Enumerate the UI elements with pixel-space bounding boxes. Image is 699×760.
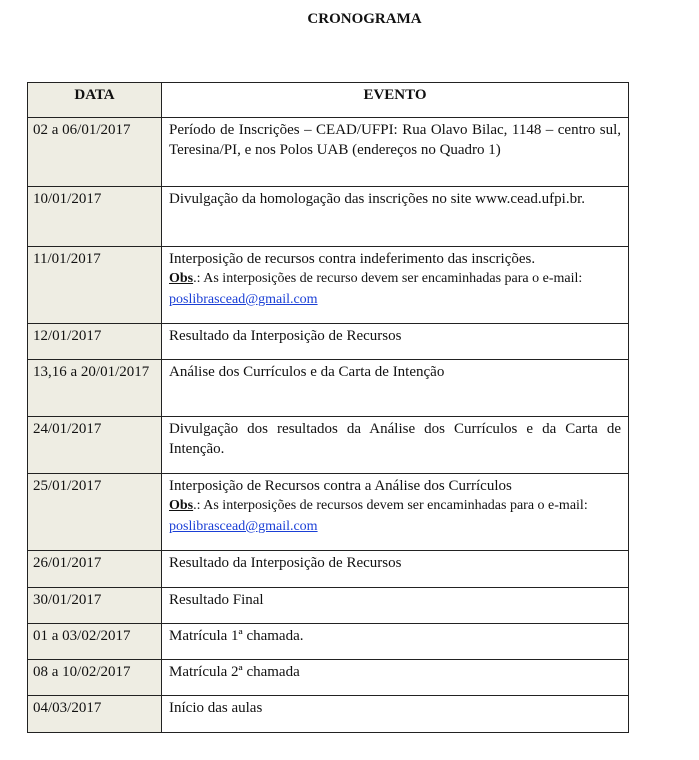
table-row xyxy=(28,247,629,324)
table-row xyxy=(28,417,629,474)
row-event xyxy=(162,417,629,474)
event-text: Resultado Final xyxy=(169,592,264,608)
table-row xyxy=(28,588,629,624)
header-date: DATA xyxy=(28,83,162,118)
row-date: 30/01/2017 xyxy=(28,588,162,624)
email-link[interactable]: poslibrascead@gmail.com xyxy=(169,292,318,307)
row-date: 13,16 a 20/01/2017 xyxy=(28,360,162,417)
row-event xyxy=(162,118,629,187)
table-row xyxy=(28,660,629,696)
row-event xyxy=(162,588,629,624)
row-event xyxy=(162,624,629,660)
table-row xyxy=(28,324,629,360)
event-text: Matrícula 1ª chamada. xyxy=(169,628,304,644)
obs-label: Obs xyxy=(169,498,194,513)
row-event xyxy=(162,324,629,360)
event-text: Interposição de recursos contra indeferimento das inscrições. xyxy=(169,251,536,267)
obs-note xyxy=(169,269,621,289)
row-date: 26/01/2017 xyxy=(28,551,162,588)
event-text: Resultado da Interposição de Recursos xyxy=(169,328,402,344)
header-event: EVENTO xyxy=(162,83,629,118)
table-row xyxy=(28,624,629,660)
event-text: Matrícula 2ª chamada xyxy=(169,664,300,680)
row-event xyxy=(162,360,629,417)
row-date: 02 a 06/01/2017 xyxy=(28,118,162,187)
row-event xyxy=(162,660,629,696)
row-event xyxy=(162,247,629,324)
row-date: 01 a 03/02/2017 xyxy=(28,624,162,660)
row-date: 08 a 10/02/2017 xyxy=(28,660,162,696)
table-row xyxy=(28,360,629,417)
event-text: Interposição de Recursos contra a Análise dos Currículos xyxy=(169,478,512,494)
event-text: Período de Inscrições – CEAD/UFPI: Rua Olavo Bilac, 1148 – centro sul, Teresina/PI, e nos Polos UAB (endereços no Quadro 1) xyxy=(169,122,621,158)
row-date: 12/01/2017 xyxy=(28,324,162,360)
event-text: Divulgação dos resultados da Análise dos Currículos e da Carta de Intenção. xyxy=(169,421,621,457)
table-row xyxy=(28,551,629,588)
row-date: 10/01/2017 xyxy=(28,187,162,247)
event-text: Divulgação da homologação das inscrições no site www.cead.ufpi.br. xyxy=(169,191,585,207)
table-row xyxy=(28,187,629,247)
obs-label: Obs xyxy=(169,271,194,286)
row-date: 11/01/2017 xyxy=(28,247,162,324)
row-date: 24/01/2017 xyxy=(28,417,162,474)
row-event xyxy=(162,474,629,551)
table-header-row xyxy=(28,83,629,118)
document-title: CRONOGRAMA xyxy=(307,11,422,27)
row-event xyxy=(162,551,629,588)
row-event xyxy=(162,696,629,733)
event-text: Resultado da Interposição de Recursos xyxy=(169,555,402,571)
table-row xyxy=(28,696,629,733)
schedule-table xyxy=(27,82,629,733)
event-text: Início das aulas xyxy=(169,700,263,716)
row-event xyxy=(162,187,629,247)
table-row xyxy=(28,474,629,551)
row-date: 04/03/2017 xyxy=(28,696,162,733)
row-date: 25/01/2017 xyxy=(28,474,162,551)
obs-note xyxy=(169,496,621,516)
table-row xyxy=(28,118,629,187)
email-link[interactable]: poslibrascead@gmail.com xyxy=(169,519,318,534)
event-text: Análise dos Currículos e da Carta de Intenção xyxy=(169,364,445,380)
obs-text: .: As interposições de recursos devem ser encaminhadas para o e-mail: xyxy=(193,498,588,513)
obs-text: .: As interposições de recurso devem ser encaminhadas para o e-mail: xyxy=(193,271,583,286)
